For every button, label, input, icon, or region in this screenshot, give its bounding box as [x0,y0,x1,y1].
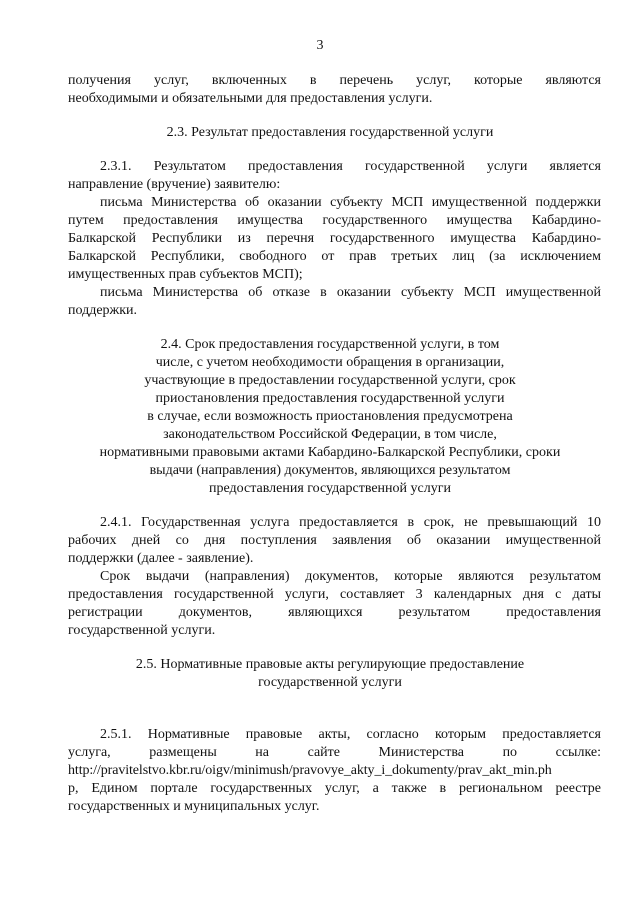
para-2-3-letter-1-line-1: письма Министерства об оказании субъекту МСП имущественной поддержки [100,195,601,210]
para-2-4-1-line-3: поддержки (далее - заявление). [68,551,254,566]
intro-line-2: необходимыми и обязательными для предоставления услуги. [68,91,433,106]
section-2-4-heading-line-5: в случае, если возможность приостановления предусмотрена [147,409,513,424]
para-2-5-1-line-1: 2.5.1. Нормативные правовые акты, согласно которым предоставляется [100,727,601,742]
section-2-3-heading: 2.3. Результат предоставления государственной услуги [166,125,494,140]
para-2-3-letter-1-line-2: путем предоставления имущества государственного имущества Кабардино- [68,213,601,228]
para-2-5-1-line-2: услуга, размещены на сайте Министерства по ссылке: [68,745,601,760]
section-2-4-heading-line-1: 2.4. Срок предоставления государственной услуги, в том [160,337,500,352]
para-2-3-1-line-1: 2.3.1. Результатом предоставления государственной услуги является [100,159,601,174]
para-2-5-1-line-4: p, Едином портале государственных услуг, а также в региональном реестре [68,781,601,796]
section-2-5-heading-line-2: государственной услуги [258,675,402,690]
para-2-4-1-line-2: рабочих дней со дня поступления заявления об оказании имущественной [68,533,601,548]
section-2-4-heading-line-9: предоставления государственной услуги [209,481,451,496]
para-2-4-1-line-1: 2.4.1. Государственная услуга предоставляется в срок, не превышающий 10 [100,515,601,530]
para-2-4-term-line-4: государственной услуги. [68,623,216,638]
para-2-3-letter-2-line-2: поддержки. [68,303,138,318]
section-2-4-heading-line-4: приостановления предоставления государственной услуги [155,391,505,406]
para-2-3-letter-1-line-5: имущественных прав субъектов МСП); [68,267,303,282]
para-2-3-1-line-2: направление (вручение) заявителю: [68,177,281,192]
intro-line-1: получения услуг, включенных в перечень услуг, которые являются [68,73,601,88]
para-2-4-term-line-3: регистрации документов, являющихся результатом предоставления [68,605,601,620]
para-2-4-term-line-1: Срок выдачи (направления) документов, которые являются результатом [100,569,601,584]
para-2-3-letter-1-line-4: Балкарской Республики, свободного от прав третьих лиц (за исключением [68,249,601,264]
section-2-4-heading-line-7: нормативными правовыми актами Кабардино-Балкарской Республики, сроки [99,445,561,460]
section-2-4-heading-line-2: числе, с учетом необходимости обращения в организации, [155,355,505,370]
para-2-4-term-line-2: предоставления государственной услуги, составляет 3 календарных дня с даты [68,587,601,602]
para-2-5-1-url-line: http://pravitelstvo.kbr.ru/oigv/minimush/pravovye_akty_i_dokumenty/prav_akt_min.ph [68,763,552,778]
section-2-5-heading-line-1: 2.5. Нормативные правовые акты регулирующие предоставление [135,657,525,672]
section-2-4-heading-line-6: законодательством Российской Федерации, в том числе, [163,427,497,442]
section-2-4-heading-line-3: участвующие в предоставлении государственной услуги, срок [144,373,516,388]
section-2-4-heading-line-8: выдачи (направления) документов, являющихся результатом [149,463,511,478]
page-number: 3 [316,38,324,53]
para-2-5-1-line-5: государственных и муниципальных услуг. [68,799,320,814]
para-2-3-letter-2-line-1: письма Министерства об отказе в оказании субъекту МСП имущественной [100,285,601,300]
para-2-3-letter-1-line-3: Балкарской Республики из перечня государственного имущества Кабардино- [68,231,601,246]
